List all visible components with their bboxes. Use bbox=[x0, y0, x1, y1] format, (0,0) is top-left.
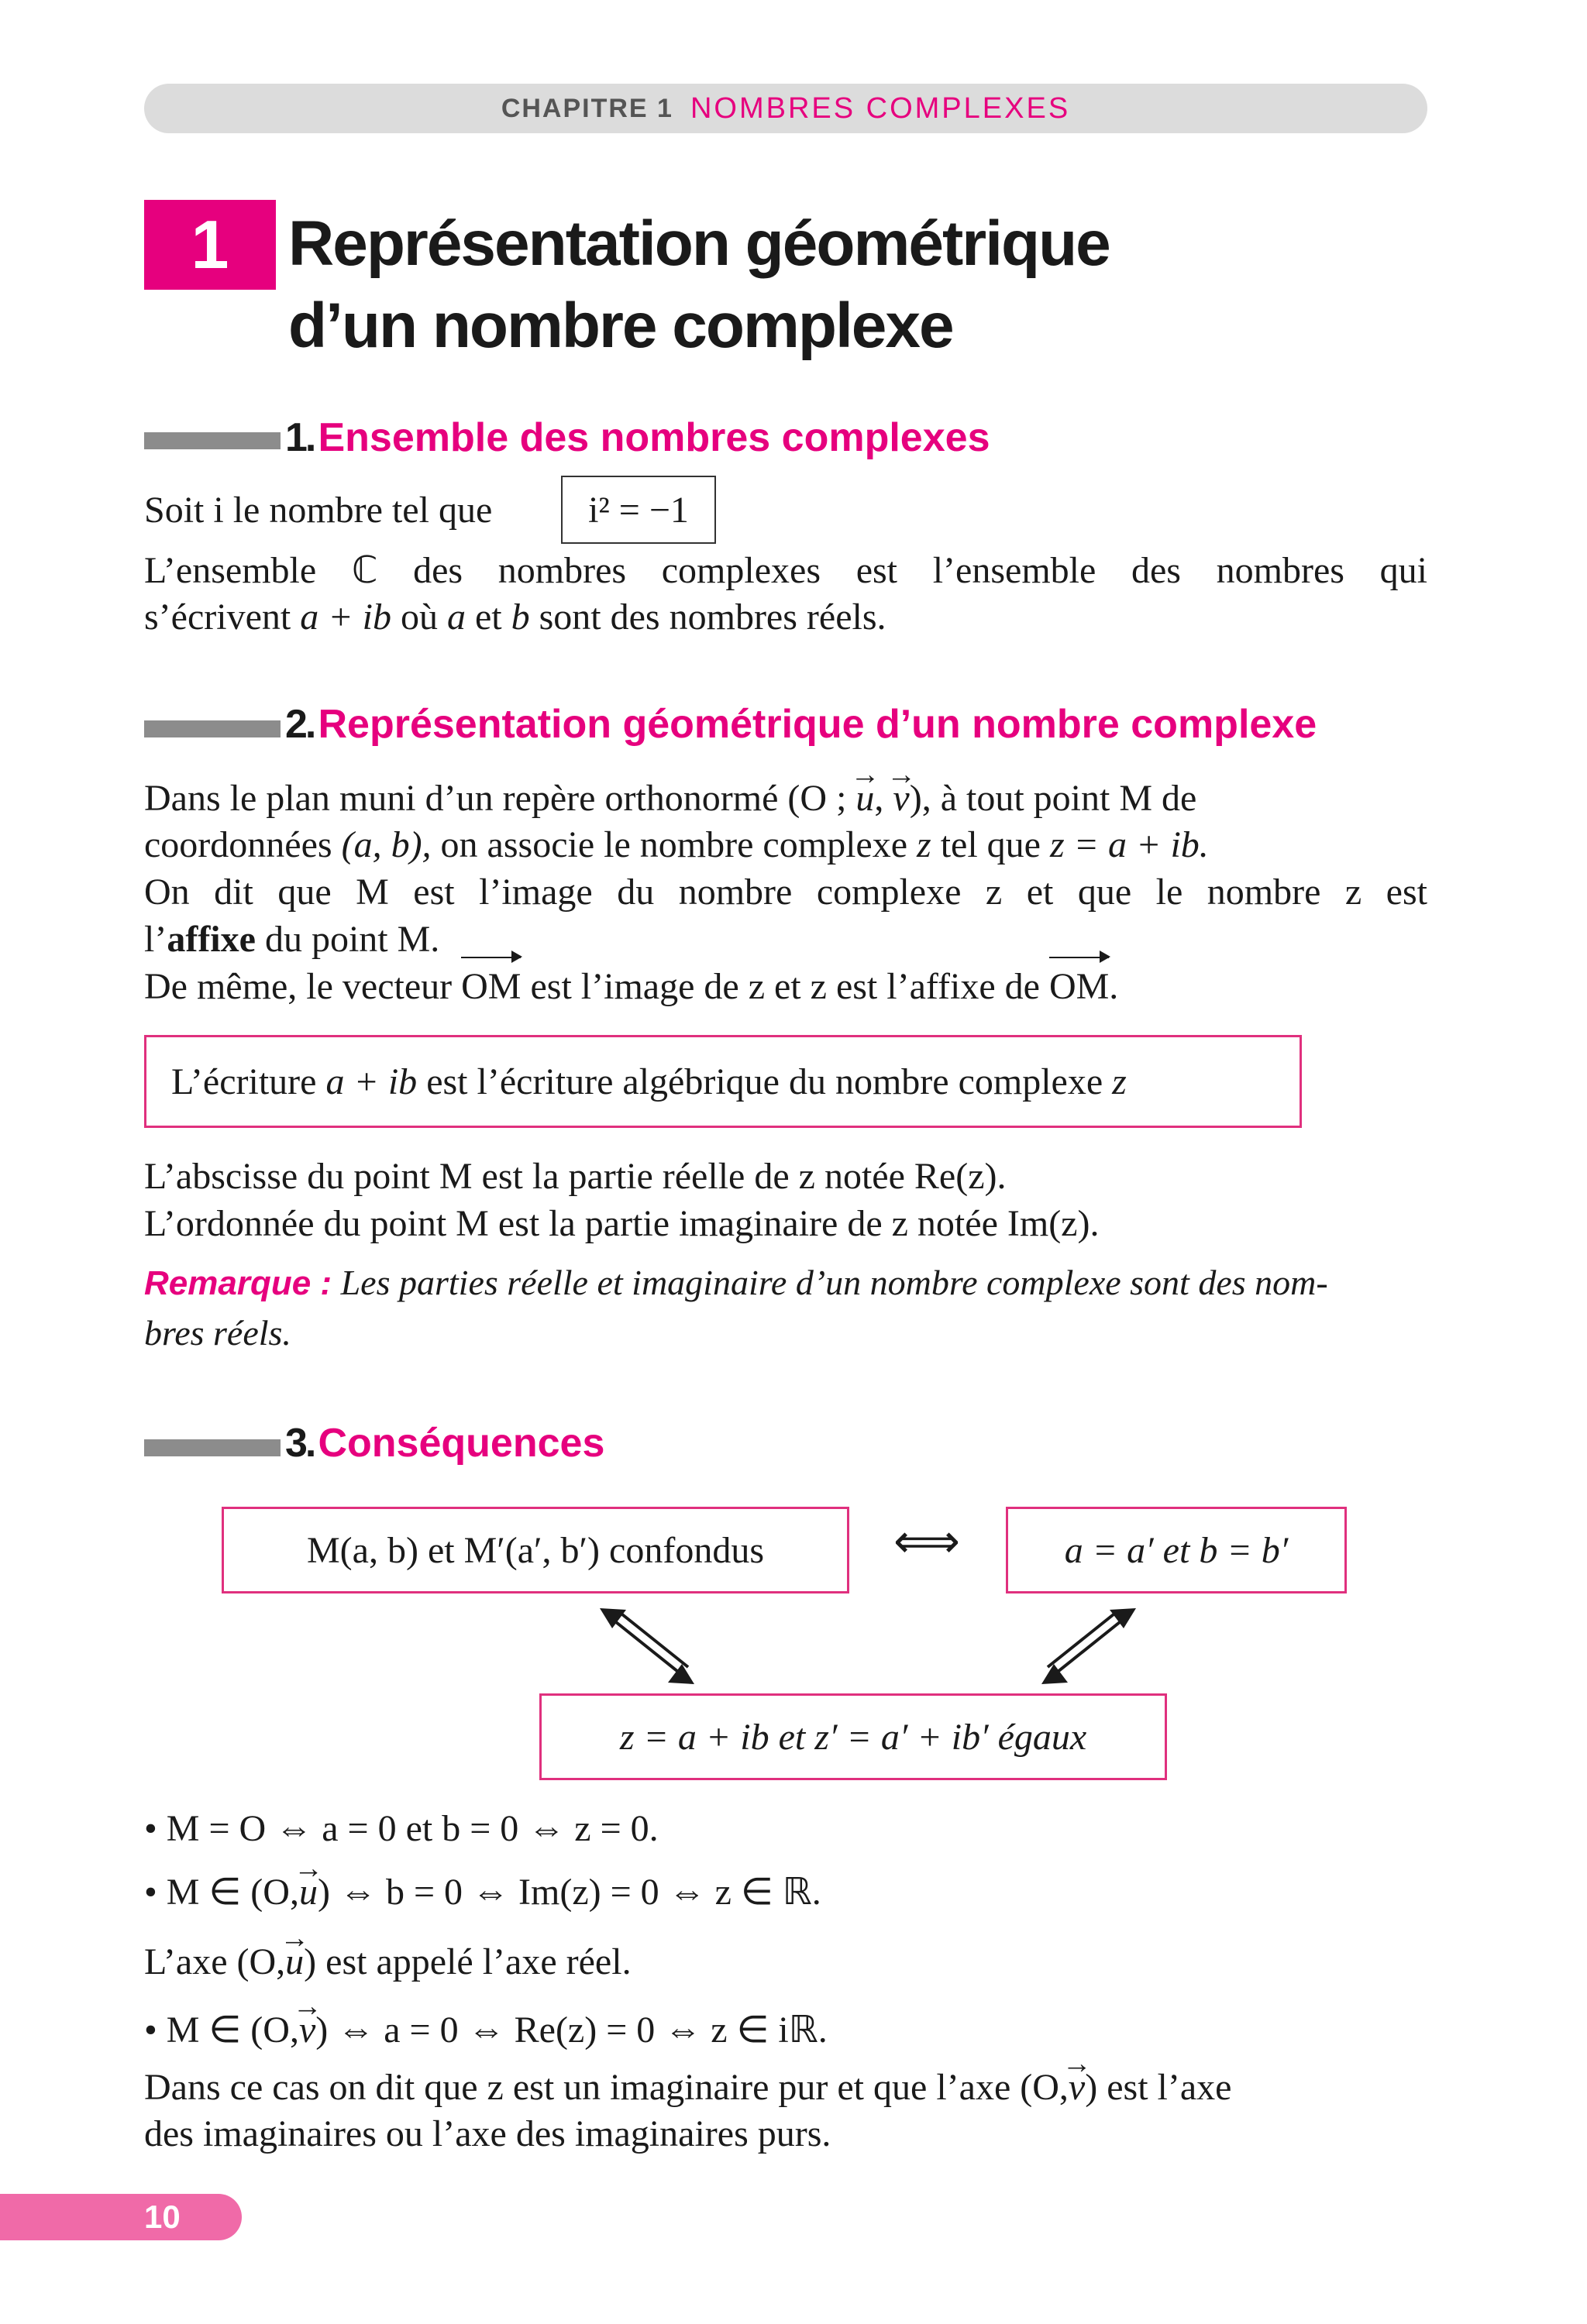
subsection2-title: Représentation géométrique d’un nombre complexe bbox=[318, 702, 1317, 747]
double-arrow-horizontal: ⟺ bbox=[893, 1516, 960, 1567]
remark-label: Remarque : bbox=[144, 1264, 332, 1302]
sub2-p2-c: tel que bbox=[940, 824, 1041, 865]
sub2-p4-b: du point M. bbox=[264, 919, 440, 960]
real-axis-a: L’axe (O, bbox=[144, 1941, 286, 1982]
last1-a: Dans ce cas on dit que z est un imaginaire pur et que l’axe (O, bbox=[144, 2067, 1069, 2108]
sub1-line3-var-b: b bbox=[511, 596, 530, 638]
sub2-p2 bbox=[144, 821, 1209, 868]
box-expr: a + ib bbox=[325, 1061, 418, 1102]
box-complex-equal-text: z = a + ib et z′ = a′ + ib′ égaux bbox=[619, 1716, 1087, 1758]
vector-om-1: OM bbox=[461, 963, 521, 1010]
vector-om-2: OM bbox=[1049, 963, 1109, 1010]
section-title-line1: Représentation géométrique bbox=[288, 208, 1110, 279]
sub2-p2-a: coordonnées bbox=[144, 824, 332, 865]
real-axis-vector-u: → u bbox=[285, 1938, 304, 1985]
real-axis-b: ) est appelé l’axe réel. bbox=[304, 1941, 632, 1982]
remark-line1 bbox=[144, 1258, 1427, 1308]
sub2-p7: L’ordonnée du point M est la partie imaginaire de z notée Im(z). bbox=[144, 1203, 1100, 1244]
sub2-p5-end: . bbox=[1109, 966, 1119, 1007]
page-number-tab bbox=[0, 2194, 242, 2240]
sub1-line2: L’ensemble ℂ des nombres complexes est l’ensemble des nombres qui bbox=[144, 550, 1427, 591]
sub1-line3-d: sont des nombres réels. bbox=[539, 596, 886, 638]
last1-vector-v: → v bbox=[1069, 2064, 1085, 2111]
section-title bbox=[288, 203, 1296, 367]
box-complex-equal bbox=[539, 1693, 1167, 1780]
double-arrow-right-diagonal bbox=[1031, 1604, 1147, 1689]
sub2-p3: On dit que M est l’image du nombre complexe z et que le nombre z est bbox=[144, 871, 1427, 913]
page-number: 10 bbox=[144, 2199, 181, 2235]
subsection3-title: Conséquences bbox=[318, 1421, 605, 1466]
section-title-line2: d’un nombre complexe bbox=[288, 290, 953, 361]
sub2-p2-z: z bbox=[917, 824, 931, 865]
sub1-line1-text: Soit i le nombre tel que bbox=[144, 490, 493, 531]
sub2-p5 bbox=[144, 963, 1118, 1010]
bullet2-a: • M ∈ (O, bbox=[144, 1872, 299, 1913]
box-points-confused-text: M(a, b) et M′(a′, b′) confondus bbox=[306, 1529, 764, 1571]
sub2-p1-b: ), à tout point M de bbox=[909, 778, 1197, 819]
box-equal-coordinates bbox=[1006, 1507, 1347, 1593]
bullet3-vector-v: → v bbox=[299, 2006, 315, 2054]
box-equal-coordinates-text: a = a′ et b = b′ bbox=[1064, 1529, 1289, 1571]
sub1-line3-var-a: a bbox=[446, 596, 466, 638]
bullet-m-equals-o: • M = O ⇔ a = 0 et b = 0 ⇔ z = 0. bbox=[144, 1808, 659, 1849]
sub1-line3-a: s’écrivent bbox=[144, 596, 291, 638]
sub2-p5-a: De même, le vecteur bbox=[144, 966, 453, 1007]
vector-u: → u bbox=[855, 775, 874, 822]
sub1-line3-b: où bbox=[400, 596, 438, 638]
box-points-confused bbox=[222, 1507, 849, 1593]
vector-v: → v bbox=[893, 775, 909, 822]
sub1-line3-c: et bbox=[474, 596, 502, 638]
sub2-p1-a: Dans le plan muni d’un repère orthonormé (O ; bbox=[144, 778, 847, 819]
sub2-p6: L’abscisse du point M est la partie réelle de z notée Re(z). bbox=[144, 1156, 1007, 1197]
real-axis-line bbox=[144, 1938, 632, 1985]
subsection3-number: 3. bbox=[285, 1421, 315, 1466]
subsection1-number: 1. bbox=[285, 415, 315, 460]
sub2-p2-eq: z = a + ib. bbox=[1049, 824, 1209, 865]
algebraic-form-box bbox=[144, 1035, 1302, 1128]
affixe-term: affixe bbox=[167, 919, 256, 960]
subsection3-heading bbox=[285, 1420, 604, 1466]
bullet-m-on-real-axis bbox=[144, 1868, 821, 1916]
box-a: L’écriture bbox=[171, 1061, 317, 1102]
bullet-m-on-imaginary-axis bbox=[144, 2006, 828, 2054]
box-z: z bbox=[1112, 1061, 1127, 1102]
bullet2-b: ) ⇔ b = 0 ⇔ Im(z) = 0 ⇔ z ∈ ℝ. bbox=[317, 1872, 821, 1913]
sub2-p2-b: on associe le nombre complexe bbox=[440, 824, 908, 865]
sub2-p2-coord: (a, b), bbox=[341, 824, 432, 865]
sub1-line1 bbox=[144, 486, 492, 534]
subsection1-title: Ensemble des nombres complexes bbox=[318, 415, 990, 460]
subsection2-heading bbox=[285, 701, 1317, 748]
sub1-line3-expr: a + ib bbox=[300, 596, 391, 638]
chapter-header bbox=[144, 84, 1427, 133]
i-squared-formula: i² = −1 bbox=[588, 489, 689, 531]
subsection1-heading bbox=[285, 414, 990, 461]
last-line-2: des imaginaires ou l’axe des imaginaires purs. bbox=[144, 2113, 831, 2154]
i-squared-formula-box bbox=[561, 476, 716, 544]
subsection1-bar bbox=[144, 432, 281, 449]
subsection2-bar bbox=[144, 720, 281, 737]
sub2-p1 bbox=[144, 775, 1427, 822]
sub2-p1-comma: , bbox=[874, 778, 884, 819]
bullet3-a: • M ∈ (O, bbox=[144, 2009, 299, 2051]
remark bbox=[144, 1258, 1427, 1358]
sub2-p4-a: l’ bbox=[144, 919, 167, 960]
subsection3-bar bbox=[144, 1439, 281, 1456]
sub2-p4 bbox=[144, 916, 439, 963]
last1-b: ) est l’axe bbox=[1085, 2067, 1232, 2108]
last-line-1 bbox=[144, 2064, 1231, 2111]
chapter-title: NOMBRES COMPLEXES bbox=[690, 91, 1071, 125]
bullet3-b: ) ⇔ a = 0 ⇔ Re(z) = 0 ⇔ z ∈ iℝ. bbox=[315, 2009, 828, 2051]
double-arrow-left-diagonal bbox=[589, 1604, 705, 1689]
section-number-badge: 1 bbox=[144, 200, 276, 290]
chapter-label: CHAPITRE 1 bbox=[501, 93, 673, 123]
sub2-p5-b: est l’image de z et z est l’affixe de bbox=[530, 966, 1040, 1007]
remark-text-1: Les parties réelle et imaginaire d’un nombre complexe sont des nom- bbox=[340, 1263, 1328, 1302]
sub1-line3 bbox=[144, 593, 886, 641]
remark-text-2: bres réels. bbox=[144, 1313, 291, 1353]
box-b: est l’écriture algébrique du nombre complexe bbox=[426, 1061, 1103, 1102]
bullet2-vector-u: → u bbox=[299, 1868, 318, 1916]
subsection2-number: 2. bbox=[285, 702, 315, 747]
